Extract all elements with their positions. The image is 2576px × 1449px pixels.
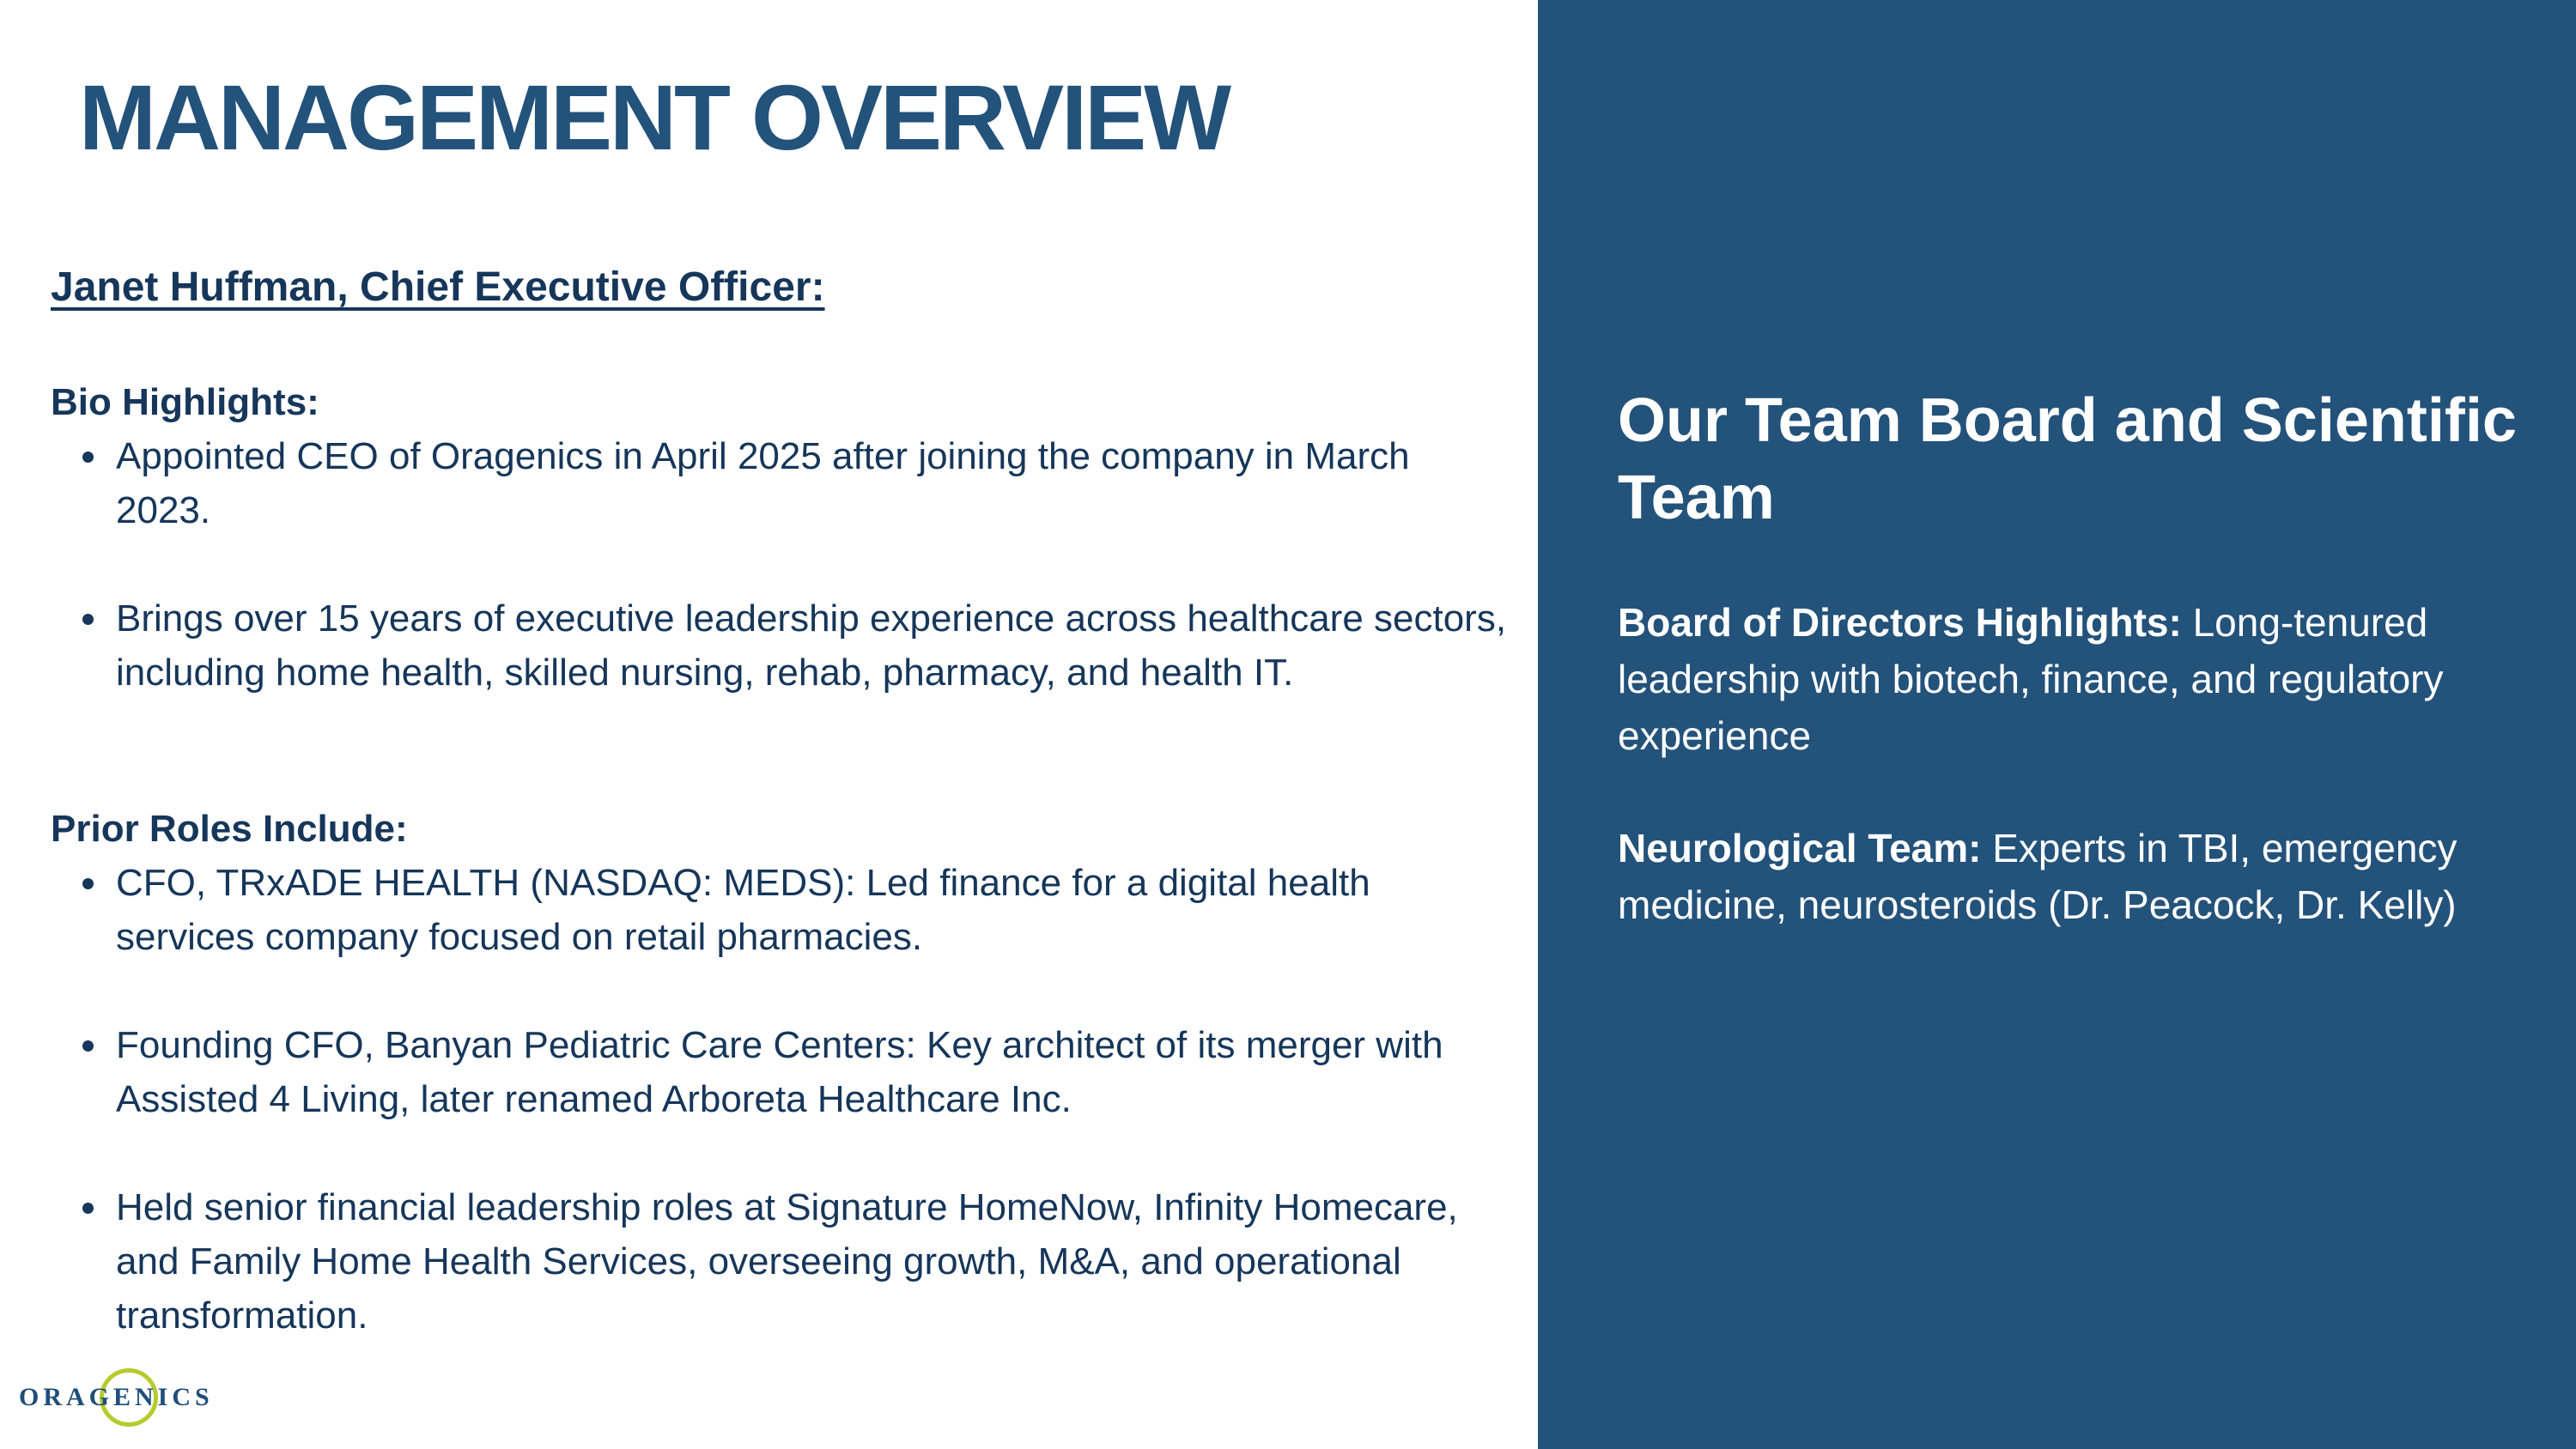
board-label: Board of Directors Highlights: — [1618, 600, 2182, 645]
bio-item — [51, 429, 1510, 537]
role-item-text: Held senior financial leadership roles at Signature HomeNow, Infinity Homecare, and Family Home Health Services, overseeing growth, M&A, and operational transformation. — [116, 1186, 1458, 1337]
neurological-team — [1618, 820, 2528, 933]
role-item-text: Founding CFO, Banyan Pediatric Care Centers: Key architect of its merger with Assisted 4 Living, later renamed Arboreta Healthcare Inc. — [116, 1024, 1443, 1120]
bio-section — [51, 375, 1510, 700]
bullet-dot-icon — [82, 878, 94, 889]
role-item — [51, 856, 1510, 964]
bio-item — [51, 591, 1510, 700]
role-item — [51, 1180, 1510, 1343]
logo-text: ORAGENICS — [19, 1383, 214, 1411]
bullet-dot-icon — [82, 1203, 94, 1214]
bio-heading: Bio Highlights: — [51, 381, 319, 423]
team-title: Our Team Board and Scientific Team — [1618, 386, 2517, 532]
prior-roles-section — [51, 802, 1510, 1343]
bio-item-text: Appointed CEO of Oragenics in April 2025 after joining the company in March 2023. — [116, 435, 1410, 531]
role-item — [51, 1018, 1510, 1126]
page-title: MANAGEMENT OVERVIEW — [79, 65, 1230, 169]
prior-roles-list — [51, 856, 1510, 1343]
board-highlights — [1618, 594, 2528, 764]
neuro-label: Neurological Team: — [1618, 826, 1982, 870]
bio-item-text: Brings over 15 years of executive leadership experience across healthcare sectors, including home health, skilled nursing, rehab, pharmacy, and health IT. — [116, 597, 1507, 694]
bullet-dot-icon — [82, 1040, 94, 1052]
neuro-text: Experts in TBI, emergency medicine, neurosteroids (Dr. Peacock, Dr. Kelly) — [1618, 826, 2458, 927]
bullet-dot-icon — [82, 614, 94, 625]
oragenics-logo — [19, 1365, 214, 1435]
board-text: Long-tenured leadership with biotech, finance, and regulatory experience — [1618, 600, 2444, 758]
executive-heading: Janet Huffman, Chief Executive Officer: — [51, 264, 825, 310]
prior-roles-heading: Prior Roles Include: — [51, 808, 408, 850]
bio-list — [51, 429, 1510, 700]
role-item-text: CFO, TRxADE HEALTH (NASDAQ: MEDS): Led finance for a digital health services company focused on retail pharmacies. — [116, 862, 1370, 958]
bullet-dot-icon — [82, 452, 94, 463]
